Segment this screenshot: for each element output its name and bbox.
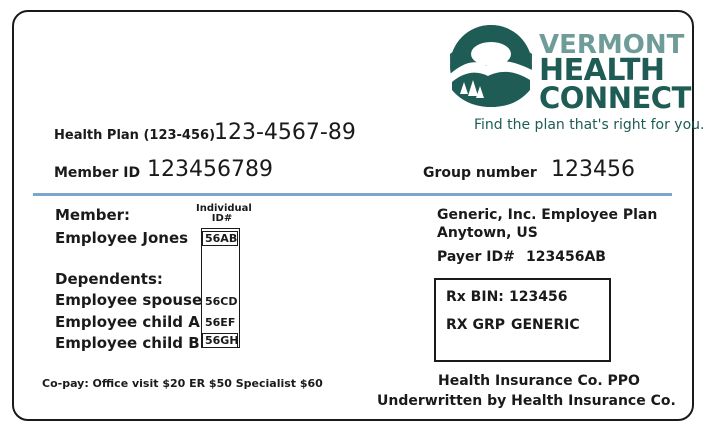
insurer-name: Health Insurance Co. PPO — [438, 373, 640, 389]
health-plan-value: 123-4567-89 — [214, 120, 356, 145]
dependent-name: Employee spouse — [55, 291, 203, 309]
group-number-value: 123456 — [551, 157, 635, 182]
member-name: Employee Jones — [55, 229, 189, 247]
member-label: Member: — [55, 206, 131, 224]
logo-word-health: HEALTH — [539, 53, 665, 88]
dependent-name: Employee child B — [55, 334, 200, 352]
member-id-value: 123456789 — [147, 157, 273, 182]
dependent-code: 56EF — [205, 316, 236, 329]
dependent-code: 56CD — [205, 295, 238, 308]
logo-tagline: Find the plan that's right for you. — [474, 117, 705, 133]
section-divider — [33, 193, 672, 196]
payer-id-label: Payer ID# — [437, 249, 515, 265]
copay-info: Co-pay: Office visit $20 ER $50 Specialist $60 — [42, 377, 323, 390]
dependent-code: 56GH — [205, 334, 239, 347]
member-code: 56AB — [205, 232, 238, 245]
payer-id-value: 123456AB — [526, 249, 606, 265]
rx-bin-value: 123456 — [509, 289, 568, 305]
individual-id-column — [201, 228, 240, 348]
group-number-label: Group number — [423, 165, 537, 181]
employer-location: Anytown, US — [437, 225, 538, 241]
dependents-label: Dependents: — [55, 270, 163, 288]
vermont-mountain-logo-icon — [448, 24, 534, 108]
logo-word-connect: CONNECT — [539, 81, 691, 115]
employer-plan-name: Generic, Inc. Employee Plan — [437, 207, 658, 223]
logo-word-vermont: VERMONT — [539, 30, 685, 60]
individual-id-header: Individual ID# — [196, 203, 252, 224]
rx-grp-value: GENERIC — [511, 317, 580, 333]
rx-bin-label: Rx BIN: — [446, 289, 504, 305]
rx-grp-label: RX GRP — [446, 317, 505, 333]
health-plan-label: Health Plan (123-456) — [54, 128, 216, 143]
dependent-name: Employee child A — [55, 313, 200, 331]
member-id-label: Member ID — [54, 165, 141, 181]
underwriter-line: Underwritten by Health Insurance Co. — [377, 393, 676, 409]
